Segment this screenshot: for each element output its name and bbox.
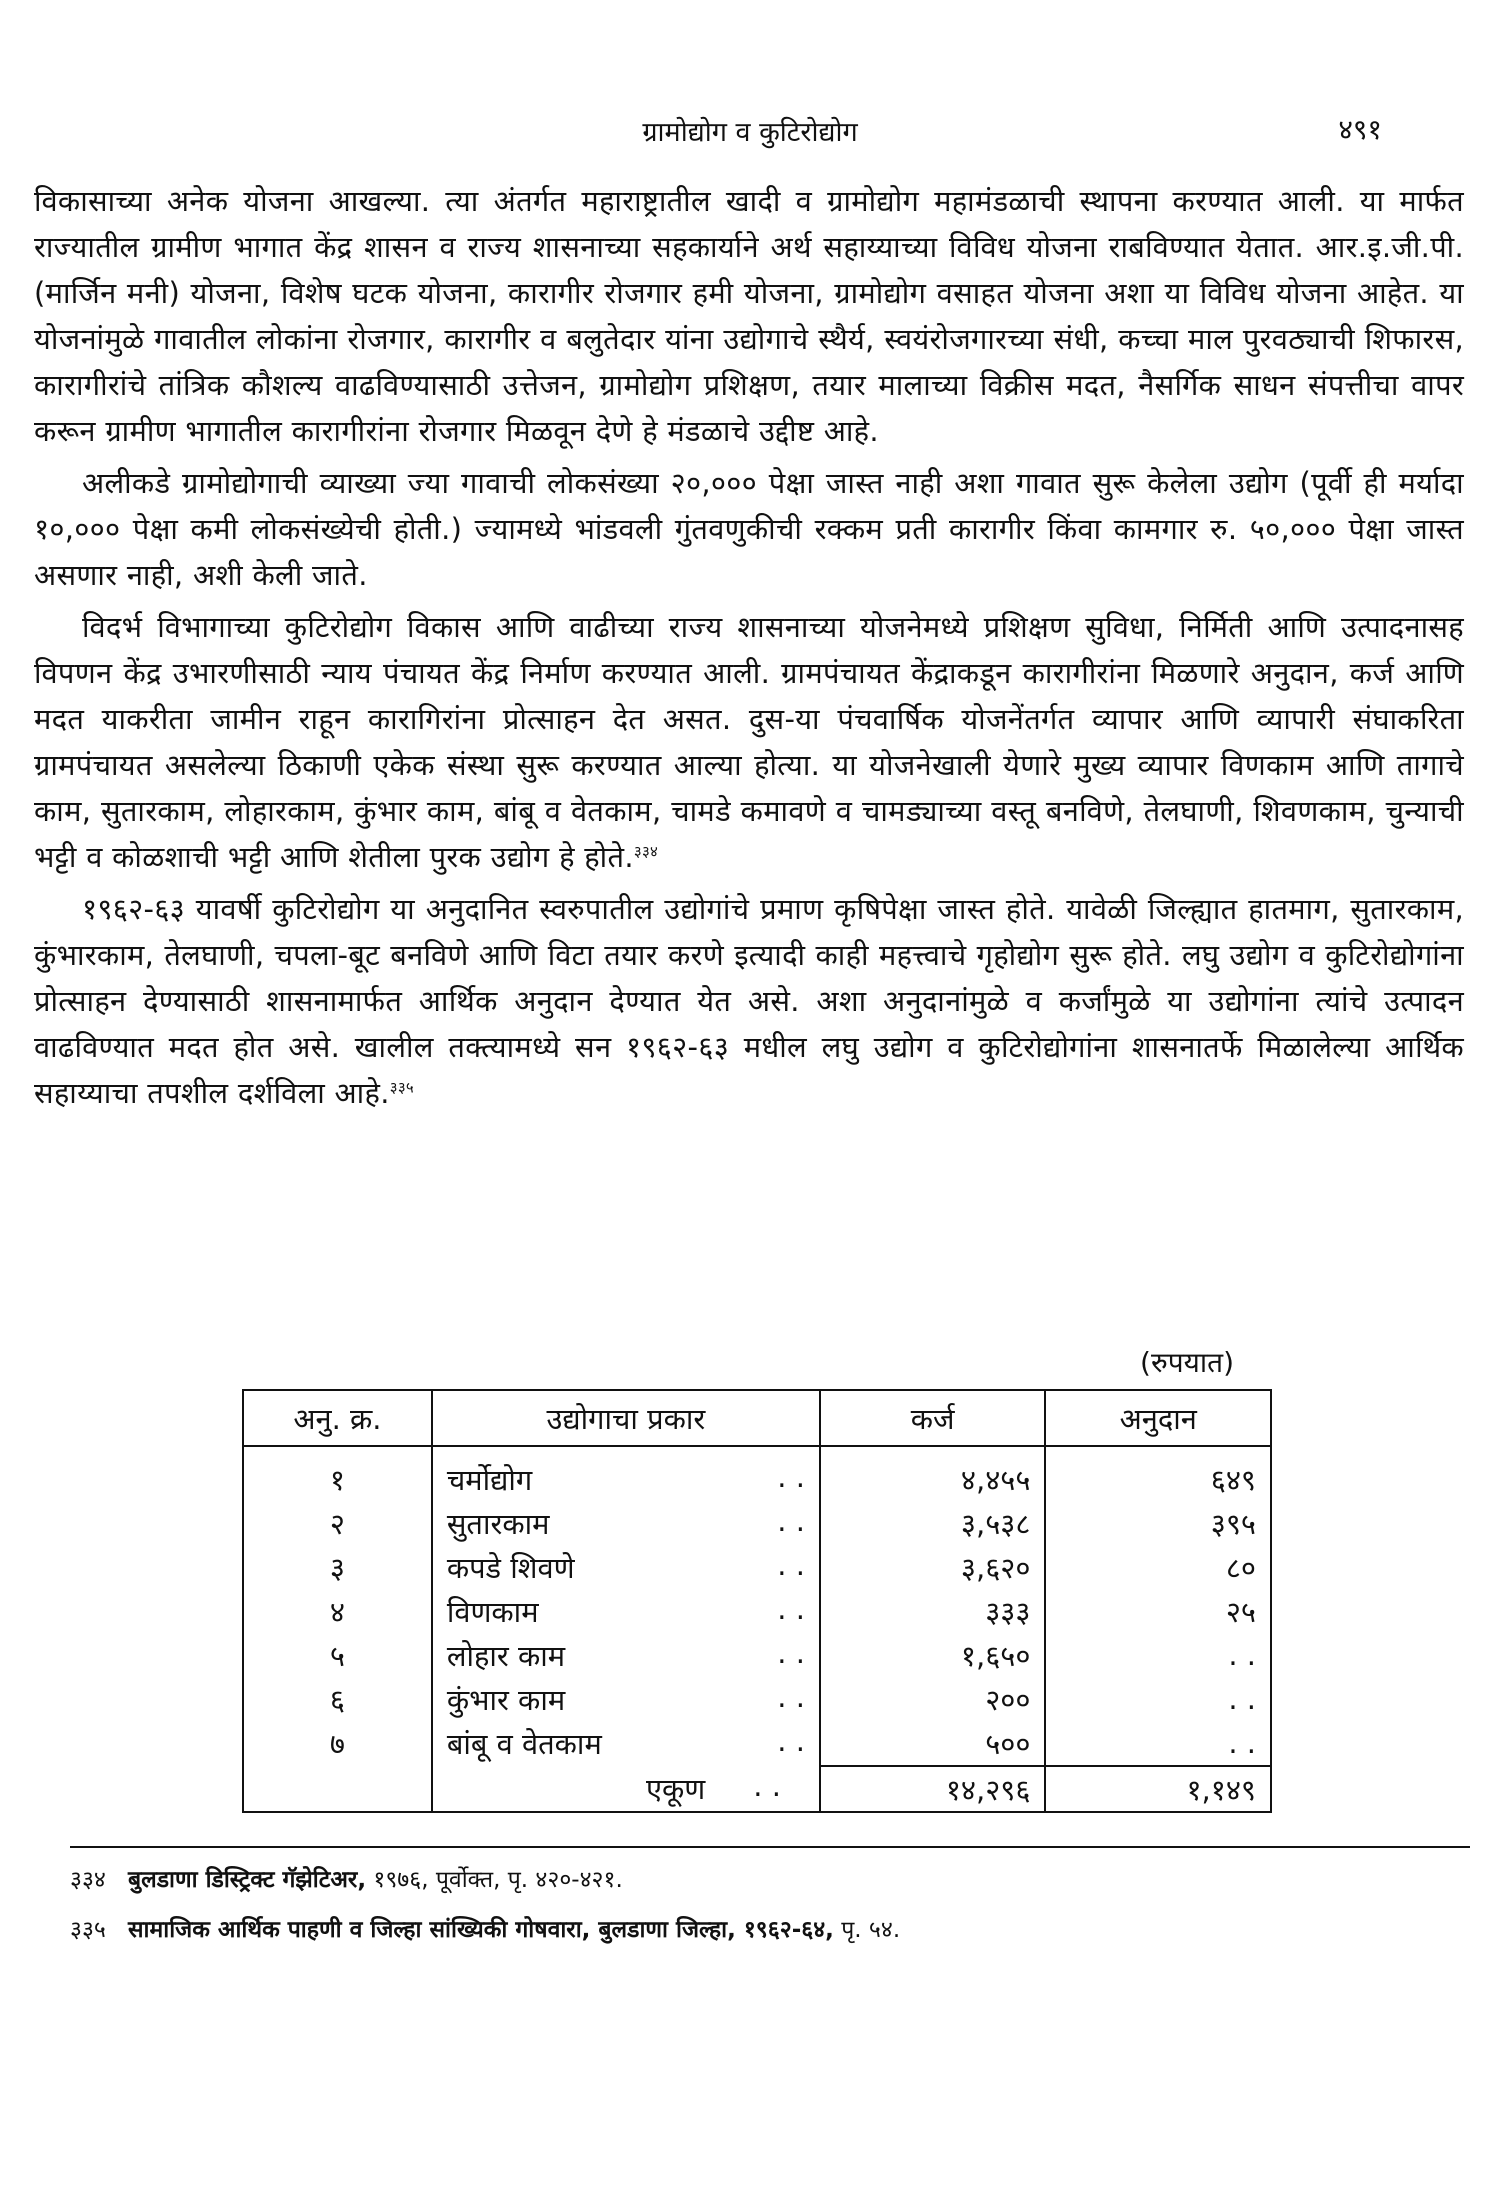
type-cell	[432, 1677, 820, 1721]
table-row	[243, 1633, 1271, 1677]
paragraph-4	[34, 886, 1464, 1116]
header-industry-type: उद्योगाचा प्रकार	[432, 1390, 820, 1446]
table-row	[243, 1677, 1271, 1721]
assistance-table	[242, 1389, 1272, 1813]
table-row	[243, 1545, 1271, 1589]
type-label: चर्मोद्योग	[446, 1462, 533, 1497]
loan-cell: ४,४५५	[820, 1446, 1046, 1501]
leader-dots: . .	[777, 1459, 805, 1494]
serial-cell: ४	[243, 1589, 432, 1633]
grant-cell: २५	[1225, 1594, 1256, 1629]
leader-dots: . .	[753, 1769, 781, 1803]
loan-cell: २००	[820, 1677, 1046, 1721]
grant-cell: ८०	[1225, 1550, 1256, 1585]
footnote-source-title: बुलडाणा डिस्ट्रिक्ट गॅझेटिअर,	[128, 1867, 367, 1893]
type-cell	[432, 1446, 820, 1501]
type-cell	[432, 1633, 820, 1677]
table-row	[243, 1589, 1271, 1633]
serial-cell: ५	[243, 1633, 432, 1677]
table-header-row	[243, 1390, 1271, 1446]
header-loan: कर्ज	[820, 1390, 1046, 1446]
grant-cell: ३९५	[1210, 1506, 1256, 1541]
grant-cell: . .	[1228, 1682, 1256, 1716]
table-unit-note: (रुपयात)	[1140, 1346, 1234, 1379]
serial-cell: १	[243, 1446, 432, 1501]
type-cell	[432, 1589, 820, 1633]
type-label: सुतारकाम	[446, 1506, 550, 1541]
paragraph-1	[34, 178, 1464, 454]
footnotes	[70, 1862, 1470, 1962]
body-text	[34, 178, 1464, 1122]
paragraph-3-text: विदर्भ विभागाच्या कुटिरोद्योग विकास आणि वाढीच्या राज्य शासनाच्या योजनेमध्ये प्रशिक्षण सुविधा, निर्मिती आणि उत्पादनासह विपणन केंद्र उभारणीसाठी न्याय पंचायत केंद्र निर्माण करण्यात आली. ग्रामपंचायत केंद्राकडून कारागीरांना मिळणारे अनुदान, कर्ज आणि मदत याकरीता जामीन राहून कारागिरांना प्रोत्साहन देत असत. दुस-या पंचवार्षिक योजनेंतर्गत व्यापार आणि व्यापारी संघाकरिता ग्रामपंचायत असलेल्या ठिकाणी एकेक संस्था सुरू करण्यात आल्या होत्या. या योजनेखाली येणारे मुख्य व्यापार विणकाम आणि तागाचे काम, सुतारकाम, लोहारकाम, कुंभार काम, बांबू व वेतकाम, चामडे कमावणे व चामड्याच्या वस्तू बनविणे, तेलघाणी, शिवणकाम, चुन्याची भट्टी व कोळशाची भट्टी आणि शेतीला पुरक उद्योग हे होते.	[34, 610, 1464, 874]
total-label-cell	[432, 1766, 820, 1812]
type-cell	[432, 1545, 820, 1589]
type-label: कुंभार काम	[446, 1682, 566, 1717]
leader-dots: . .	[777, 1679, 805, 1714]
table-row	[243, 1446, 1271, 1501]
loan-cell: १,६५०	[820, 1633, 1046, 1677]
footnote-number: ३३४	[70, 1867, 106, 1893]
leader-dots: . .	[777, 1635, 805, 1670]
type-label: लोहार काम	[446, 1638, 566, 1673]
running-header-title: ग्रामोद्योग व कुटिरोद्योग	[642, 117, 858, 148]
paragraph-3	[34, 604, 1464, 880]
footnote-ref-335: ३३५	[389, 1078, 415, 1097]
footnote-number: ३३५	[70, 1917, 106, 1943]
total-loan-cell: १४,२९६	[820, 1766, 1046, 1812]
serial-cell: ६	[243, 1677, 432, 1721]
grant-cell: . .	[1228, 1638, 1256, 1672]
footnote-divider	[70, 1846, 1470, 1848]
page-number: ४९१	[1338, 113, 1382, 146]
total-grant-cell: १,१४९	[1045, 1766, 1271, 1812]
type-cell	[432, 1501, 820, 1545]
paragraph-4-text: १९६२-६३ यावर्षी कुटिरोद्योग या अनुदानित स्वरुपातील उद्योगांचे प्रमाण कृषिपेक्षा जास्त होते. यावेळी जिल्ह्यात हातमाग, सुतारकाम, कुंभारकाम, तेलघाणी, चपला-बूट बनविणे आणि विटा तयार करणे इत्यादी काही महत्त्वाचे गृहोद्योग सुरू होते. लघु उद्योग व कुटिरोद्योगांना प्रोत्साहन देण्यासाठी शासनामार्फत आर्थिक अनुदान देण्यात येत असे. अशा अनुदानांमुळे व कर्जांमुळे या उद्योगांना त्यांचे उत्पादन वाढविण्यात मदत होत असे. खालील तक्त्यामध्ये सन १९६२-६३ मधील लघु उद्योग व कुटिरोद्योगांना शासनातर्फे मिळालेल्या आर्थिक सहाय्याचा तपशील दर्शविला आहे.	[34, 892, 1464, 1110]
paragraph-2	[34, 460, 1464, 598]
paragraph-2-text: अलीकडे ग्रामोद्योगाची व्याख्या ज्या गावाची लोकसंख्या २०,००० पेक्षा जास्त नाही अशा गावात सुरू केलेला उद्योग (पूर्वी ही मर्यादा १०,००० पेक्षा कमी लोकसंख्येची होती.) ज्यामध्ये भांडवली गुंतवणुकीची रक्कम प्रती कारागीर किंवा कामगार रु. ५०,००० पेक्षा जास्त असणार नाही, अशी केली जाते.	[34, 466, 1464, 592]
serial-cell: २	[243, 1501, 432, 1545]
total-label: एकूण	[645, 1772, 706, 1806]
header-grant: अनुदान	[1045, 1390, 1271, 1446]
footnote-ref-334: ३३४	[633, 842, 659, 861]
paragraph-1-text: विकासाच्या अनेक योजना आखल्या. त्या अंतर्गत महाराष्ट्रातील खादी व ग्रामोद्योग महामंडळाची स्थापना करण्यात आली. या मार्फत राज्यातील ग्रामीण भागात केंद्र शासन व राज्य शासनाच्या सहकार्याने अर्थ सहाय्याच्या विविध योजना राबविण्यात येतात. आर.इ.जी.पी. (मार्जिन मनी) योजना, विशेष घटक योजना, कारागीर रोजगार हमी योजना, ग्रामोद्योग वसाहत योजना अशा या विविध योजना आहेत. या योजनांमुळे गावातील लोकांना रोजगार, कारागीर व बलुतेदार यांना उद्योगाचे स्थैर्य, स्वयंरोजगारच्या संधी, कच्चा माल पुरवठ्याची शिफारस, कारागीरांचे तांत्रिक कौशल्य वाढविण्यासाठी उत्तेजन, ग्रामोद्योग प्रशिक्षण, तयार मालाच्या विक्रीस मदत, नैसर्गिक साधन संपत्तीचा वापर करून ग्रामीण भागातील कारागीरांना रोजगार मिळवून देणे हे मंडळाचे उद्दीष्ट आहे.	[34, 184, 1464, 448]
footnote-source-detail: १९७६, पूर्वोक्त, पृ. ४२०-४२१.	[366, 1867, 623, 1893]
header-serial: अनु. क्र.	[243, 1390, 432, 1446]
grant-cell: ६४९	[1210, 1462, 1256, 1497]
footnote-source-title: सामाजिक आर्थिक पाहणी व जिल्हा सांख्यिकी गोषवारा, बुलडाणा जिल्हा, १९६२-६४,	[128, 1917, 834, 1943]
table-total-row	[243, 1766, 1271, 1812]
footnote-335	[70, 1912, 1470, 1948]
type-cell	[432, 1721, 820, 1766]
loan-cell: ३,५३८	[820, 1501, 1046, 1545]
leader-dots: . .	[777, 1503, 805, 1538]
assistance-table-container	[242, 1389, 1272, 2193]
loan-cell: ३३३	[820, 1589, 1046, 1633]
grant-cell: . .	[1228, 1726, 1256, 1760]
footnote-334	[70, 1862, 1470, 1898]
leader-dots: . .	[777, 1547, 805, 1582]
serial-cell: ७	[243, 1721, 432, 1766]
table-row	[243, 1721, 1271, 1766]
type-label: बांबू व वेतकाम	[446, 1727, 602, 1761]
table-row	[243, 1501, 1271, 1545]
loan-cell: ५००	[820, 1721, 1046, 1766]
footnote-source-detail: पृ. ५४.	[833, 1917, 901, 1943]
leader-dots: . .	[777, 1724, 805, 1758]
type-label: कपडे शिवणे	[446, 1550, 575, 1585]
loan-cell: ३,६२०	[820, 1545, 1046, 1589]
leader-dots: . .	[777, 1591, 805, 1626]
serial-cell: ३	[243, 1545, 432, 1589]
total-serial-cell	[243, 1766, 432, 1812]
type-label: विणकाम	[446, 1594, 539, 1629]
